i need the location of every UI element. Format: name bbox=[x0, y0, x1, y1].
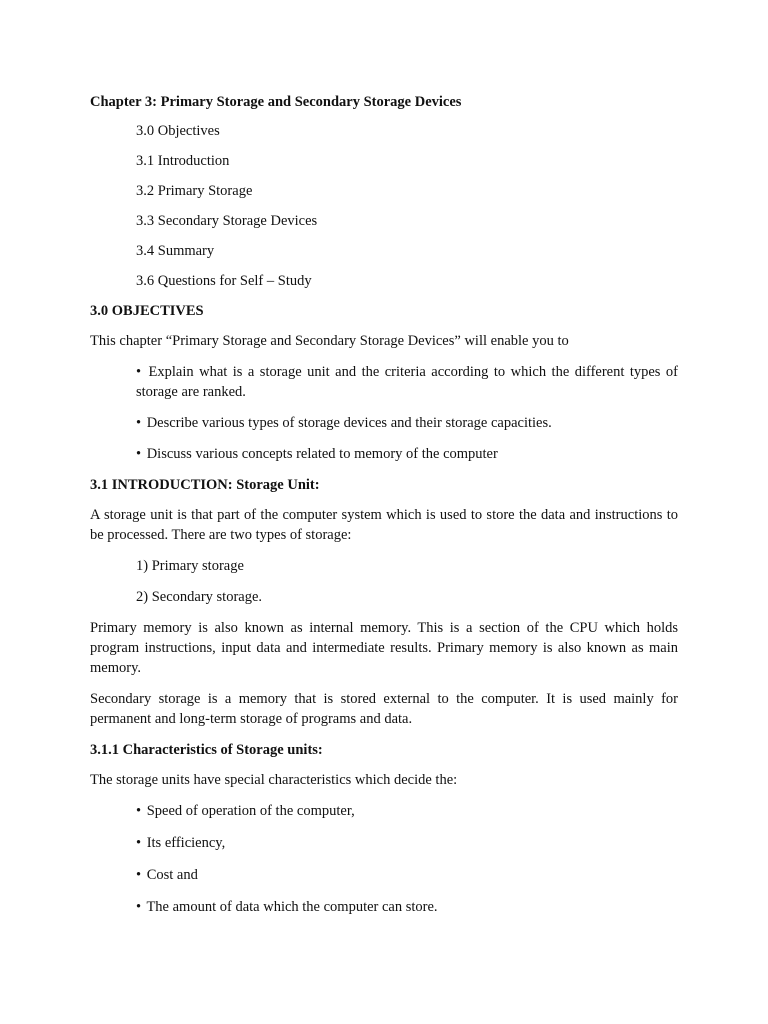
objectives-intro: This chapter “Primary Storage and Secondary Storage Devices” will enable you to bbox=[90, 333, 569, 349]
introduction-heading: 3.1 INTRODUCTION: Storage Unit: bbox=[90, 477, 320, 493]
list-item bbox=[136, 897, 678, 917]
list-item bbox=[136, 801, 678, 821]
list-item bbox=[136, 444, 678, 464]
characteristics-heading: 3.1.1 Characteristics of Storage units: bbox=[90, 742, 323, 758]
list-item-text: The amount of data which the computer can store. bbox=[146, 899, 438, 915]
bullet-marker: • bbox=[136, 415, 142, 431]
toc-item: 3.1 Introduction bbox=[136, 153, 230, 169]
bullet-marker: • bbox=[136, 835, 142, 851]
chapter-title: Chapter 3: Primary Storage and Secondary Storage Devices bbox=[90, 94, 462, 110]
toc-item: 3.6 Questions for Self – Study bbox=[136, 273, 312, 289]
toc-item: 3.4 Summary bbox=[136, 243, 215, 259]
characteristics-list bbox=[90, 801, 678, 917]
toc-item: 3.0 Objectives bbox=[136, 123, 220, 139]
toc-item: 3.3 Secondary Storage Devices bbox=[136, 213, 318, 229]
bullet-marker: • bbox=[136, 364, 142, 380]
list-item: 1) Primary storage bbox=[136, 558, 244, 574]
list-item-text: Its efficiency, bbox=[146, 835, 226, 851]
bullet-marker: • bbox=[136, 867, 142, 883]
characteristics-intro: The storage units have special characteristics which decide the: bbox=[90, 772, 458, 788]
bullet-marker: • bbox=[136, 803, 142, 819]
table-of-contents bbox=[90, 121, 678, 291]
list-item-text: Explain what is a storage unit and the criteria according to which the different types of storage are ranked. bbox=[136, 364, 678, 400]
document-content bbox=[90, 92, 678, 929]
bullet-marker: • bbox=[136, 899, 142, 915]
primary-memory-paragraph: Primary memory is also known as internal memory. This is a section of the CPU which holds program instructions, input data and intermediate results. Primary memory is also known as main memory. bbox=[90, 620, 678, 676]
list-item-text: Cost and bbox=[146, 867, 198, 883]
list-item-text: Discuss various concepts related to memory of the computer bbox=[146, 446, 498, 462]
list-item-text: Speed of operation of the computer, bbox=[146, 803, 355, 819]
secondary-storage-paragraph: Secondary storage is a memory that is stored external to the computer. It is used mainly for permanent and long-term storage of programs and data. bbox=[90, 691, 678, 727]
objectives-heading: 3.0 OBJECTIVES bbox=[90, 303, 204, 319]
introduction-paragraph: A storage unit is that part of the computer system which is used to store the data and instructions to be processed. There are two types of storage: bbox=[90, 507, 678, 543]
bullet-marker: • bbox=[136, 446, 142, 462]
list-item bbox=[136, 833, 678, 853]
list-item: 2) Secondary storage. bbox=[136, 589, 263, 605]
list-item bbox=[136, 362, 678, 402]
list-item-text: Describe various types of storage devices and their storage capacities. bbox=[146, 415, 552, 431]
toc-item: 3.2 Primary Storage bbox=[136, 183, 253, 199]
objectives-list bbox=[90, 362, 678, 464]
storage-types-list bbox=[90, 556, 678, 607]
list-item bbox=[136, 865, 678, 885]
list-item bbox=[136, 413, 678, 433]
